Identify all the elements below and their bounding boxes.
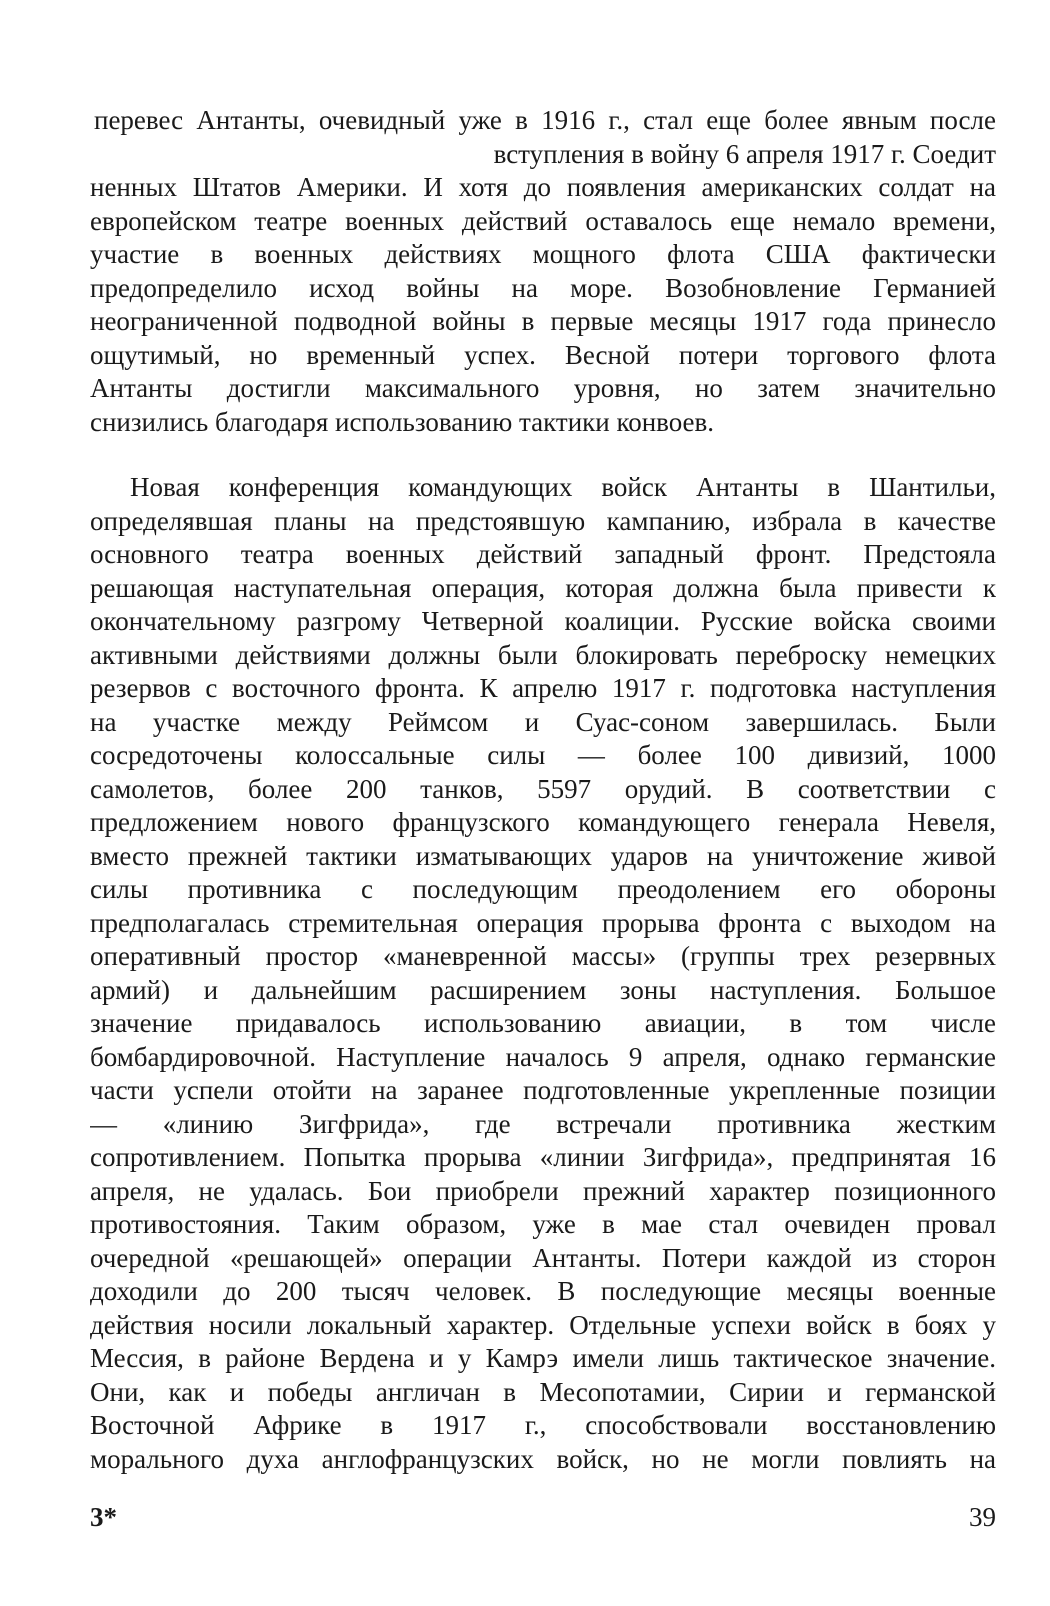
page-number: 39 — [969, 1502, 996, 1532]
text-line: действия носили локальный характер. Отдельные успехи войск в боях у — [90, 1309, 996, 1340]
paragraph-2 — [90, 471, 996, 1476]
text-line: предполагалась стремительная операция прорыва фронта с выходом на — [90, 907, 996, 938]
text-line: резервов с восточного фронта. К апрелю 1917 г. подготовка наступления — [90, 673, 996, 703]
text-line: определявшая планы на предстоявшую кампанию, избрала в качестве — [90, 505, 996, 536]
text-line: активными действиями должны были блокировать переброску немецких — [90, 639, 996, 670]
text-line: основного театра военных действий западный фронт. Предстояла — [90, 539, 996, 569]
text-line: европейском театре военных действий оставалось еще немало времени, — [90, 205, 996, 236]
text-line: предложением нового французского командующего генерала Невеля, — [90, 807, 996, 837]
page-body — [90, 104, 996, 1476]
text-line: — «линию Зигфрида», где встречали противника жестким — [90, 1108, 996, 1139]
text-line: оперативный простор «маневренной массы» (группы трех резервных — [90, 941, 996, 971]
text-line: Они, как и победы англичан в Месопотамии, Сирии и германской — [90, 1376, 996, 1407]
paragraph-gap — [90, 439, 996, 471]
text-line: бомбардировочной. Наступление началось 9 апреля, однако германские — [90, 1041, 996, 1072]
text-line: противостояния. Таким образом, уже в мае стал очевиден провал — [90, 1209, 996, 1239]
signature-mark: 3* — [90, 1502, 117, 1532]
text-line: Восточной Африке в 1917 г., способствовали восстановлению — [90, 1410, 996, 1440]
text-line: доходили до 200 тысяч человек. В последующие месяцы военные — [90, 1276, 996, 1306]
text-line: снизились благодаря использованию тактики конвоев. — [90, 406, 715, 437]
text-line: вместо прежней тактики изматывающих ударов на уничтожение живой — [90, 840, 996, 871]
text-line: окончательному разгрому Четверной коалиции. Русские войска своими — [90, 606, 996, 636]
text-line: армий) и дальнейшим расширением зоны наступления. Большое — [90, 974, 996, 1005]
text-line: перевес Антанты, очевидный уже в 1916 г., стал еще более явным после — [94, 105, 996, 135]
text-line: части успели отойти на заранее подготовленные укрепленные позиции — [90, 1075, 996, 1105]
text-line: сосредоточены колоссальные силы — более 100 дивизий, 1000 — [90, 740, 996, 770]
text-line: силы противника с последующим преодолением его обороны — [90, 874, 996, 904]
text-line: очередной «решающей» операции Антанты. Потери каждой из сторон — [90, 1242, 996, 1273]
text-line: морального духа англофранцузских войск, но не могли повлиять на — [90, 1443, 996, 1474]
text-line: ощутимый, но временный успех. Весной потери торгового флота — [90, 339, 996, 370]
text-line: вступления в войну 6 апреля 1917 г. Соедит — [493, 138, 996, 169]
text-line: участие в военных действиях мощного флота США фактически — [90, 239, 996, 269]
text-line: Антанты достигли максимального уровня, но затем значительно — [90, 373, 996, 403]
text-line: сопротивлением. Попытка прорыва «линии Зигфрида», предпринятая 16 — [90, 1142, 996, 1172]
page-footer — [90, 1500, 996, 1534]
paragraph-1 — [90, 104, 996, 439]
text-line: самолетов, более 200 танков, 5597 орудий. В соответствии с — [90, 773, 996, 804]
text-line: ненных Штатов Америки. И хотя до появления американских солдат на — [90, 172, 996, 202]
text-line: Мессия, в районе Вердена и у Камрэ имели лишь тактическое значение. — [90, 1343, 996, 1373]
text-line: на участке между Реймсом и Суас-соном завершилась. Были — [90, 706, 996, 737]
text-line: неограниченной подводной войны в первые месяцы 1917 года принесло — [90, 306, 996, 336]
text-line: апреля, не удалась. Бои приобрели прежний характер позиционного — [90, 1175, 996, 1206]
text-line: Новая конференция командующих войск Антанты в Шантильи, — [130, 472, 996, 502]
text-line: предопределило исход войны на море. Возобновление Германией — [90, 272, 996, 303]
text-line: значение придавалось использованию авиации, в том числе — [90, 1008, 996, 1038]
text-line: решающая наступательная операция, которая должна была привести к — [90, 572, 996, 603]
